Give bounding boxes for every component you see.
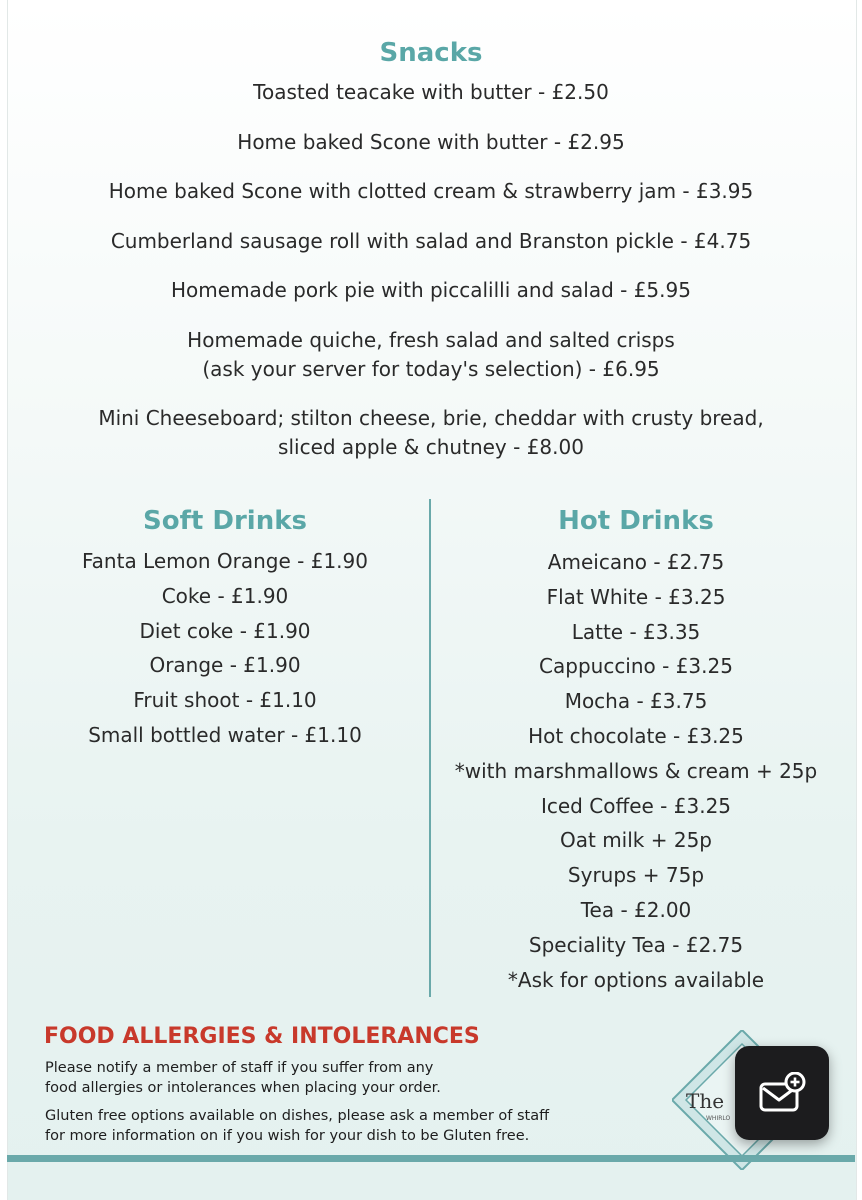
list-item: Homemade quiche, fresh salad and salted crisps (ask your server for today's selection) - £6.95 xyxy=(187,327,675,381)
list-item: Home baked Scone with butter - £2.95 xyxy=(237,129,625,154)
list-item: Fanta Lemon Orange - £1.90 xyxy=(82,549,368,573)
gluten-notice: Gluten free options available on dishes, please ask a member of staff for more information on if you wish for your dish to be Gluten free. xyxy=(45,1108,550,1144)
list-item: Orange - £1.90 xyxy=(149,653,301,678)
list-item: Mini Cheeseboard; stilton cheese, brie, cheddar with crusty bread, sliced apple & chutney - £8.00 xyxy=(98,406,764,459)
allergy-heading: FOOD ALLERGIES & INTOLERANCES xyxy=(44,1024,480,1049)
allergy-notice: Please notify a member of staff if you suffer from any food allergies or intolerances when placing your order. xyxy=(45,1060,441,1096)
mail-add-button[interactable] xyxy=(735,1046,829,1140)
list-item: Small bottled water - £1.10 xyxy=(88,722,362,747)
list-item: Flat White - £3.25 xyxy=(546,584,726,609)
list-item: Ameicano - £2.75 xyxy=(547,550,725,574)
list-item: Latte - £3.35 xyxy=(571,619,701,644)
list-item: *Ask for options available xyxy=(507,967,765,992)
list-item: Hot chocolate - £3.25 xyxy=(528,723,744,748)
hot-drinks-list xyxy=(440,545,832,997)
hot-drinks-heading: Hot Drinks xyxy=(558,506,714,536)
list-item: Homemade pork pie with piccalilli and salad - £5.95 xyxy=(171,278,691,302)
list-item: Diet coke - £1.90 xyxy=(139,618,311,643)
list-item: *with marshmallows & cream + 25p xyxy=(454,758,818,783)
footer-bar xyxy=(7,1155,855,1162)
logo-subtext: WHIRLO xyxy=(706,1115,731,1122)
list-item: Home baked Scone with clotted cream & strawberry jam - £3.95 xyxy=(108,179,754,203)
list-item: Syrups + 75p xyxy=(567,863,705,888)
column-divider xyxy=(429,499,431,997)
mail-add-icon xyxy=(758,1072,806,1114)
list-item: Toasted teacake with butter - £2.50 xyxy=(253,80,609,104)
soft-drinks-heading: Soft Drinks xyxy=(143,506,307,536)
list-item: Iced Coffee - £3.25 xyxy=(540,793,732,818)
snacks-list xyxy=(0,78,862,483)
soft-drinks-list xyxy=(30,544,420,753)
list-item: Oat milk + 25p xyxy=(560,828,712,853)
list-item: Coke - £1.90 xyxy=(161,583,289,608)
list-item: Mocha - £3.75 xyxy=(564,689,708,714)
snacks-heading: Snacks xyxy=(379,38,483,68)
list-item: Speciality Tea - £2.75 xyxy=(528,932,744,957)
list-item: Fruit shoot - £1.10 xyxy=(133,688,317,713)
list-item: Cappuccino - £3.25 xyxy=(539,654,733,679)
list-item: Tea - £2.00 xyxy=(580,897,692,922)
logo-text: The xyxy=(686,1089,725,1113)
list-item: Cumberland sausage roll with salad and Branston pickle - £4.75 xyxy=(110,228,752,253)
